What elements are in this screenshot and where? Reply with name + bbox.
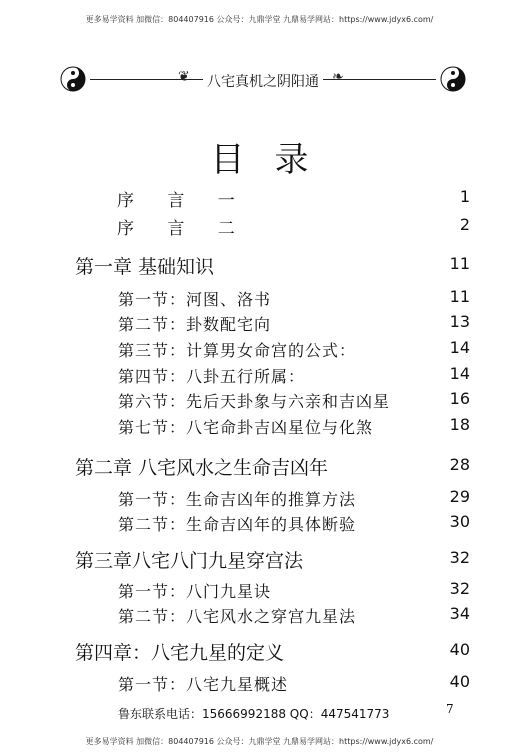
toc-section-label: 第二节：卦数配宅向: [118, 315, 272, 334]
toc-section-label: 第二节：生命吉凶年的具体断验: [118, 515, 357, 534]
toc-entry-page: 11: [449, 287, 470, 306]
toc-section-label: 第三节：计算男女命宫的公式：: [118, 341, 357, 360]
toc-entry-page: 28: [449, 455, 470, 474]
toc-entry-label: 序 言 二: [117, 219, 249, 239]
toc-chapter-label: 第四章：八宅九星的定义: [75, 642, 285, 664]
toc-entry-page: 29: [449, 487, 470, 506]
yin-yang-icon: [440, 66, 466, 92]
footer-contact: 鲁东联系电话：15666992188 QQ：447541773: [118, 707, 390, 721]
right-ornament: ❧: [332, 69, 344, 85]
top-banner: 更多易学资料 加微信：804407916 公众号：九鼎学堂 九鼎易学网站：https://www.jdyx6.com/: [85, 15, 434, 24]
toc-entry-page: 40: [449, 640, 470, 659]
toc-entry-page: 18: [449, 415, 470, 434]
toc-chapter-label: 第三章八宅八门九星穿宫法: [75, 550, 304, 572]
toc-entry-page: 32: [449, 548, 470, 567]
toc-entry-page: 40: [449, 672, 470, 691]
toc-entry-page: 16: [449, 389, 470, 408]
toc-entry-page: 11: [449, 254, 470, 273]
toc-section-label: 第一节：生命吉凶年的推算方法: [118, 490, 357, 509]
toc-section-label: 第一节：河图、洛书: [118, 290, 272, 309]
toc-entry-page: 2: [459, 215, 470, 234]
toc-section-label: 第一节：八门九星诀: [118, 582, 272, 601]
toc-entry-page: 13: [449, 312, 470, 331]
bottom-banner: 更多易学资料 加微信：804407916 公众号：九鼎学堂 九鼎易学网站：https://www.jdyx6.com/: [85, 737, 434, 746]
left-ornament: ❦: [178, 69, 190, 85]
toc-entry-page: 14: [449, 338, 470, 357]
toc-entry-label: 序 言 一: [117, 191, 249, 211]
toc-section-label: 第七节：八宅命卦吉凶星位与化煞: [118, 418, 374, 437]
toc-entry-page: 34: [449, 604, 470, 623]
header-title: 八宅真机之阴阳通: [203, 74, 323, 90]
toc-entry-page: 1: [459, 187, 470, 206]
toc-section-label: 第四节：八卦五行所属：: [118, 367, 306, 386]
page-number: 7: [446, 702, 454, 716]
toc-section-label: 第二节：八宅风水之穿宫九星法: [118, 607, 357, 626]
toc-chapter-label: 第一章 基础知识: [75, 256, 215, 278]
toc-chapter-label: 第二章 八宅风水之生命吉凶年: [75, 457, 329, 479]
toc-section-label: 第一节：八宅九星概述: [118, 675, 289, 694]
toc-entry-page: 14: [449, 364, 470, 383]
toc-entry-page: 32: [449, 579, 470, 598]
toc-title: 目录: [210, 140, 339, 180]
page-header: [60, 66, 466, 94]
toc-section-label: 第六节：先后天卦象与六亲和吉凶星: [118, 392, 391, 411]
toc-entry-page: 30: [449, 512, 470, 531]
